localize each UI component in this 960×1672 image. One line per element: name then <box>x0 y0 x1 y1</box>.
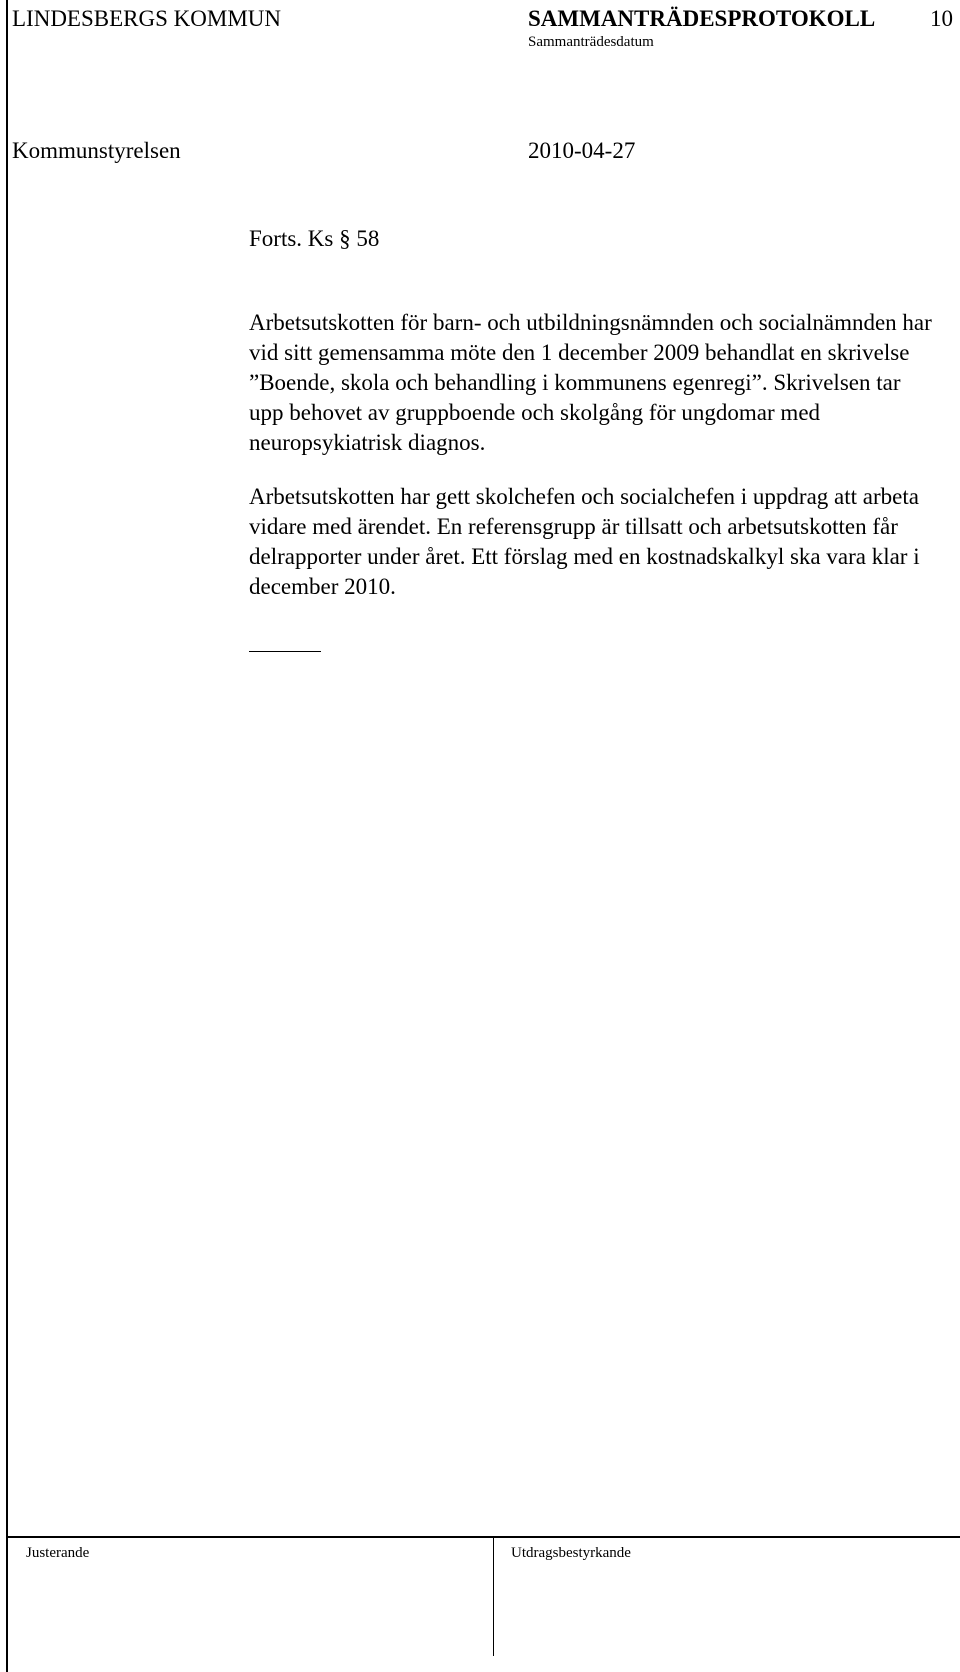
date-label: Sammanträdesdatum <box>528 34 654 50</box>
justerande-label: Justerande <box>26 1545 90 1561</box>
meeting-date: 2010-04-27 <box>528 138 636 163</box>
footer-rule <box>6 1536 960 1538</box>
page-number: 10 <box>930 6 953 31</box>
meeting-body: Kommunstyrelsen <box>12 138 181 163</box>
utdragsbestyrkande-label: Utdragsbestyrkande <box>511 1545 631 1561</box>
continuation-heading: Forts. Ks § 58 <box>249 226 380 251</box>
footer-divider <box>493 1536 494 1656</box>
paragraph-1: Arbetsutskotten för barn- och utbildningsnämnden och socialnämnden har vid sitt gemensamma möte den 1 december 2009 behandlat en skrivelse ”Boende, skola och behandling i kommunens egenregi”. Skrivelsen tar upp behovet av gruppboende och skolgång för ungdomar med neuropsykiatrisk diagnos. <box>249 310 932 455</box>
left-margin-rule <box>6 0 8 1672</box>
document-type: SAMMANTRÄDESPROTOKOLL <box>528 6 876 31</box>
paragraph-2: Arbetsutskotten har gett skolchefen och socialchefen i uppdrag att arbeta vidare med ärendet. En referensgrupp är tillsatt och arbetsutskotten får delrapporter under året. Ett förslag med en kostnadskalkyl ska vara klar i december 2010. <box>249 484 920 599</box>
organization-name: LINDESBERGS KOMMUN <box>12 6 281 31</box>
section-end-line <box>249 651 321 652</box>
